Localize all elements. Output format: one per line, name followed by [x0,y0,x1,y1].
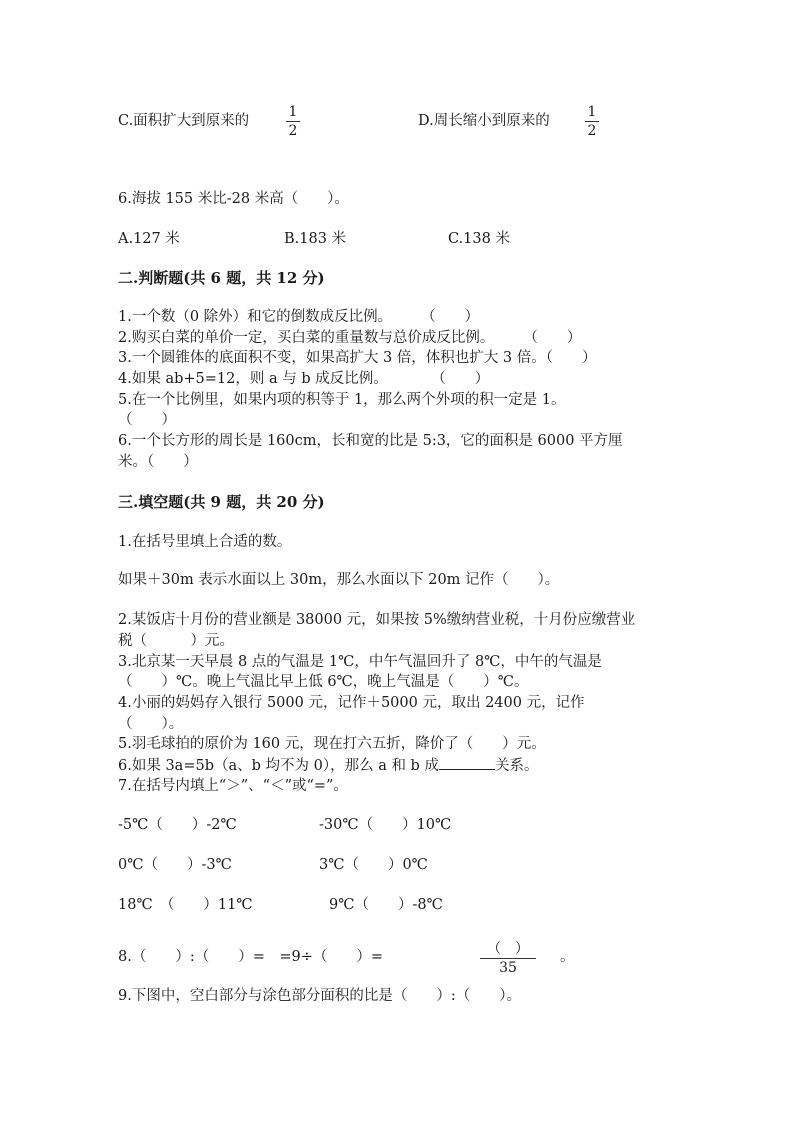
fill-q1-stem: 1.在括号里填上合适的数。 [118,534,292,550]
fraction-numerator: 1 [288,104,298,120]
fill-q3-line1: 3.北京某一天早晨 8 点的气温是 1℃，中午气温回升了 8℃，中午的气温是 [118,654,602,670]
judge-item-4: 4.如果 ab+5=12，则 a 与 b 成反比例。 （ ） [118,371,490,387]
section-3-title: 三.填空题(共 9 题，共 20 分) [118,493,325,511]
judge-item-5: 5.在一个比例里，如果内项的积等于 1，那么两个外项的积一定是 1。 [118,392,566,408]
option-c: C.面积扩大到原来的 [118,113,250,129]
fraction-denominator: 2 [587,123,597,139]
fill-q7-stem: 7.在括号内填上“＞”、“＜”或“=”。 [118,778,348,794]
compare-row-3-left: 18℃ （ ）11℃ [118,897,253,913]
question-6-option-b: B.183 米 [284,231,347,247]
compare-row-1-left: -5℃（ ）-2℃ [118,817,237,833]
fill-q2-line1: 2.某饭店十月份的营业额是 38000 元，如果按 5%缴纳营业税，十月份应缴营业 [118,612,636,628]
fill-q4-line1: 4.小丽的妈妈存入银行 5000 元，记作＋5000 元，取出 2400 元，记作 [118,695,585,711]
fill-q2-line2: 税（ ）元。 [118,633,234,649]
fill-q8-end: 。 [560,949,575,965]
fraction-bar [286,121,300,122]
judge-item-6-cont: 米。（ ） [118,454,198,470]
option-d: D.周长缩小到原来的 [418,113,550,129]
fraction-one-half-c [284,104,302,139]
fill-q6-blank[interactable] [439,755,495,770]
compare-row-2-left: 0℃（ ）-3℃ [118,857,232,873]
judge-item-5-bracket: （ ） [118,412,176,428]
judge-item-1: 1.一个数（0 除外）和它的倒数成反比例。 （ ） [118,309,480,325]
fraction-denominator: 2 [288,123,298,139]
question-6-stem: 6.海拔 155 米比-28 米高（ ）。 [118,191,349,207]
judge-item-3: 3.一个圆锥体的底面积不变，如果高扩大 3 倍，体积也扩大 3 倍。（ ） [118,350,597,366]
fill-q1-line: 如果＋30m 表示水面以上 30m，那么水面以下 20m 记作（ ）。 [118,572,560,588]
compare-row-3-right: 9℃（ ）-8℃ [329,897,443,913]
fill-q8-main: 8.（ ）:（ ）= =9÷（ ）= [118,949,384,965]
fill-q9: 9.下图中，空白部分与涂色部分面积的比是（ ）:（ ）。 [118,988,521,1004]
question-6-option-a: A.127 米 [118,231,180,247]
fraction-numerator: 1 [587,104,597,120]
compare-row-2-right: 3℃（ ）0℃ [319,857,428,873]
fraction-numerator: （ ） [487,941,529,957]
fill-q5: 5.羽毛球拍的原价为 160 元，现在打六五折，降价了（ ）元。 [118,736,546,752]
fraction-one-half-d [583,104,601,139]
fraction-denominator: 35 [499,960,517,976]
question-6-option-c: C.138 米 [448,231,510,247]
fill-q6 [118,755,538,776]
fill-q3-line2: （ ）℃。晚上气温比早上低 6℃，晚上气温是（ ）℃。 [118,674,529,690]
compare-row-1-right: -30℃（ ）10℃ [319,817,452,833]
judge-item-2: 2.购买白菜的单价一定，买白菜的重量数与总价成反比例。 （ ） [118,330,582,346]
section-2-title: 二.判断题(共 6 题，共 12 分) [118,269,325,287]
fill-q6-text-a: 6.如果 3a=5b（a、b 均不为 0），那么 a 和 b 成 [118,758,439,774]
fraction-bar [585,121,599,122]
fraction-bar [480,958,536,959]
fill-q4-line2: （ ）。 [118,716,184,732]
fill-q8-fraction [480,941,536,976]
judge-item-6: 6.一个长方形的周长是 160cm，长和宽的比是 5:3，它的面积是 6000 平方厘 [118,433,623,449]
fill-q6-text-b: 关系。 [494,758,539,774]
